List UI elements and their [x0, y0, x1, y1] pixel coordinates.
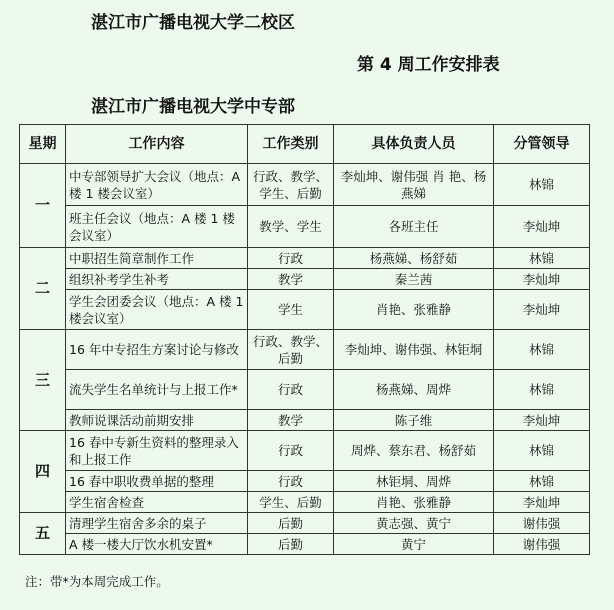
table-header-row	[20, 125, 590, 164]
task-leader: 林锦	[494, 431, 590, 471]
day-cell-mon: 一	[20, 164, 66, 248]
task-category: 行政	[248, 431, 334, 471]
task-content: 教师说课活动前期安排	[66, 410, 248, 431]
table-row	[20, 248, 590, 269]
footnote: 注：带*为本周完成工作。	[25, 574, 169, 589]
task-content: 清理学生宿舍多余的桌子	[66, 513, 248, 534]
task-people: 黄宁	[334, 534, 494, 555]
task-content: 16 春中职收费单据的整理	[66, 471, 248, 492]
task-category: 行政	[248, 370, 334, 410]
task-people: 黄志强、黄宁	[334, 513, 494, 534]
task-category: 行政、教学、后勤	[248, 330, 334, 370]
task-people: 杨燕娣、周烨	[334, 370, 494, 410]
week-title: 第 4 周工作安排表	[357, 55, 500, 75]
task-category: 后勤	[248, 534, 334, 555]
task-category: 行政、教学、学生、后勤	[248, 164, 334, 206]
task-category: 学生、后勤	[248, 492, 334, 513]
table-row	[20, 290, 590, 330]
table-row	[20, 269, 590, 290]
task-people: 各班主任	[334, 206, 494, 248]
task-leader: 李灿坤	[494, 290, 590, 330]
task-people: 秦兰茜	[334, 269, 494, 290]
task-people: 李灿坤、谢伟强 肖 艳、杨燕娣	[334, 164, 494, 206]
task-content: 学生宿舍检查	[66, 492, 248, 513]
table-row	[20, 206, 590, 248]
task-leader: 谢伟强	[494, 534, 590, 555]
column-header-people: 具体负责人员	[334, 125, 494, 164]
task-category: 教学	[248, 269, 334, 290]
task-content: 组织补考学生补考	[66, 269, 248, 290]
table-row	[20, 471, 590, 492]
task-people: 肖艳、张雅静	[334, 290, 494, 330]
task-leader: 林锦	[494, 330, 590, 370]
task-content: A 楼一楼大厅饮水机安置*	[66, 534, 248, 555]
task-category: 教学	[248, 410, 334, 431]
day-cell-thu: 四	[20, 431, 66, 513]
column-header-content: 工作内容	[66, 125, 248, 164]
task-category: 教学、学生	[248, 206, 334, 248]
table-row	[20, 164, 590, 206]
task-content: 班主任会议（地点：A 楼 1 楼会议室）	[66, 206, 248, 248]
task-content: 中专部领导扩大会议（地点：A 楼 1 楼会议室）	[66, 164, 248, 206]
task-leader: 林锦	[494, 471, 590, 492]
task-content: 中职招生简章制作工作	[66, 248, 248, 269]
department-title: 湛江市广播电视大学中专部	[91, 97, 295, 117]
table-row	[20, 370, 590, 410]
table-row	[20, 492, 590, 513]
task-category: 学生	[248, 290, 334, 330]
task-people: 杨燕娣、杨舒茹	[334, 248, 494, 269]
task-leader: 李灿坤	[494, 492, 590, 513]
task-people: 周烨、蔡东君、杨舒茹	[334, 431, 494, 471]
task-content: 流失学生名单统计与上报工作*	[66, 370, 248, 410]
column-header-leader: 分管领导	[494, 125, 590, 164]
task-leader: 李灿坤	[494, 206, 590, 248]
task-leader: 林锦	[494, 370, 590, 410]
task-leader: 林锦	[494, 164, 590, 206]
column-header-day: 星期	[20, 125, 66, 164]
task-leader: 李灿坤	[494, 269, 590, 290]
day-cell-tue: 二	[20, 248, 66, 330]
task-people: 林钜垌、周烨	[334, 471, 494, 492]
table-row	[20, 513, 590, 534]
task-content: 16 年中专招生方案讨论与修改	[66, 330, 248, 370]
schedule-table	[19, 124, 590, 555]
task-leader: 谢伟强	[494, 513, 590, 534]
table-row	[20, 431, 590, 471]
day-cell-fri: 五	[20, 513, 66, 555]
table-row	[20, 330, 590, 370]
day-cell-wed: 三	[20, 330, 66, 431]
task-content: 学生会团委会议（地点：A 楼 1 楼会议室）	[66, 290, 248, 330]
task-category: 行政	[248, 248, 334, 269]
table-row	[20, 410, 590, 431]
table-row	[20, 534, 590, 555]
school-title: 湛江市广播电视大学二校区	[91, 13, 295, 33]
task-category: 行政	[248, 471, 334, 492]
task-people: 肖艳、张雅静	[334, 492, 494, 513]
task-people: 陈子维	[334, 410, 494, 431]
column-header-category: 工作类别	[248, 125, 334, 164]
task-category: 后勤	[248, 513, 334, 534]
task-leader: 李灿坤	[494, 410, 590, 431]
task-leader: 林锦	[494, 248, 590, 269]
task-content: 16 春中专新生资料的整理录入和上报工作	[66, 431, 248, 471]
task-people: 李灿坤、谢伟强、林钜垌	[334, 330, 494, 370]
